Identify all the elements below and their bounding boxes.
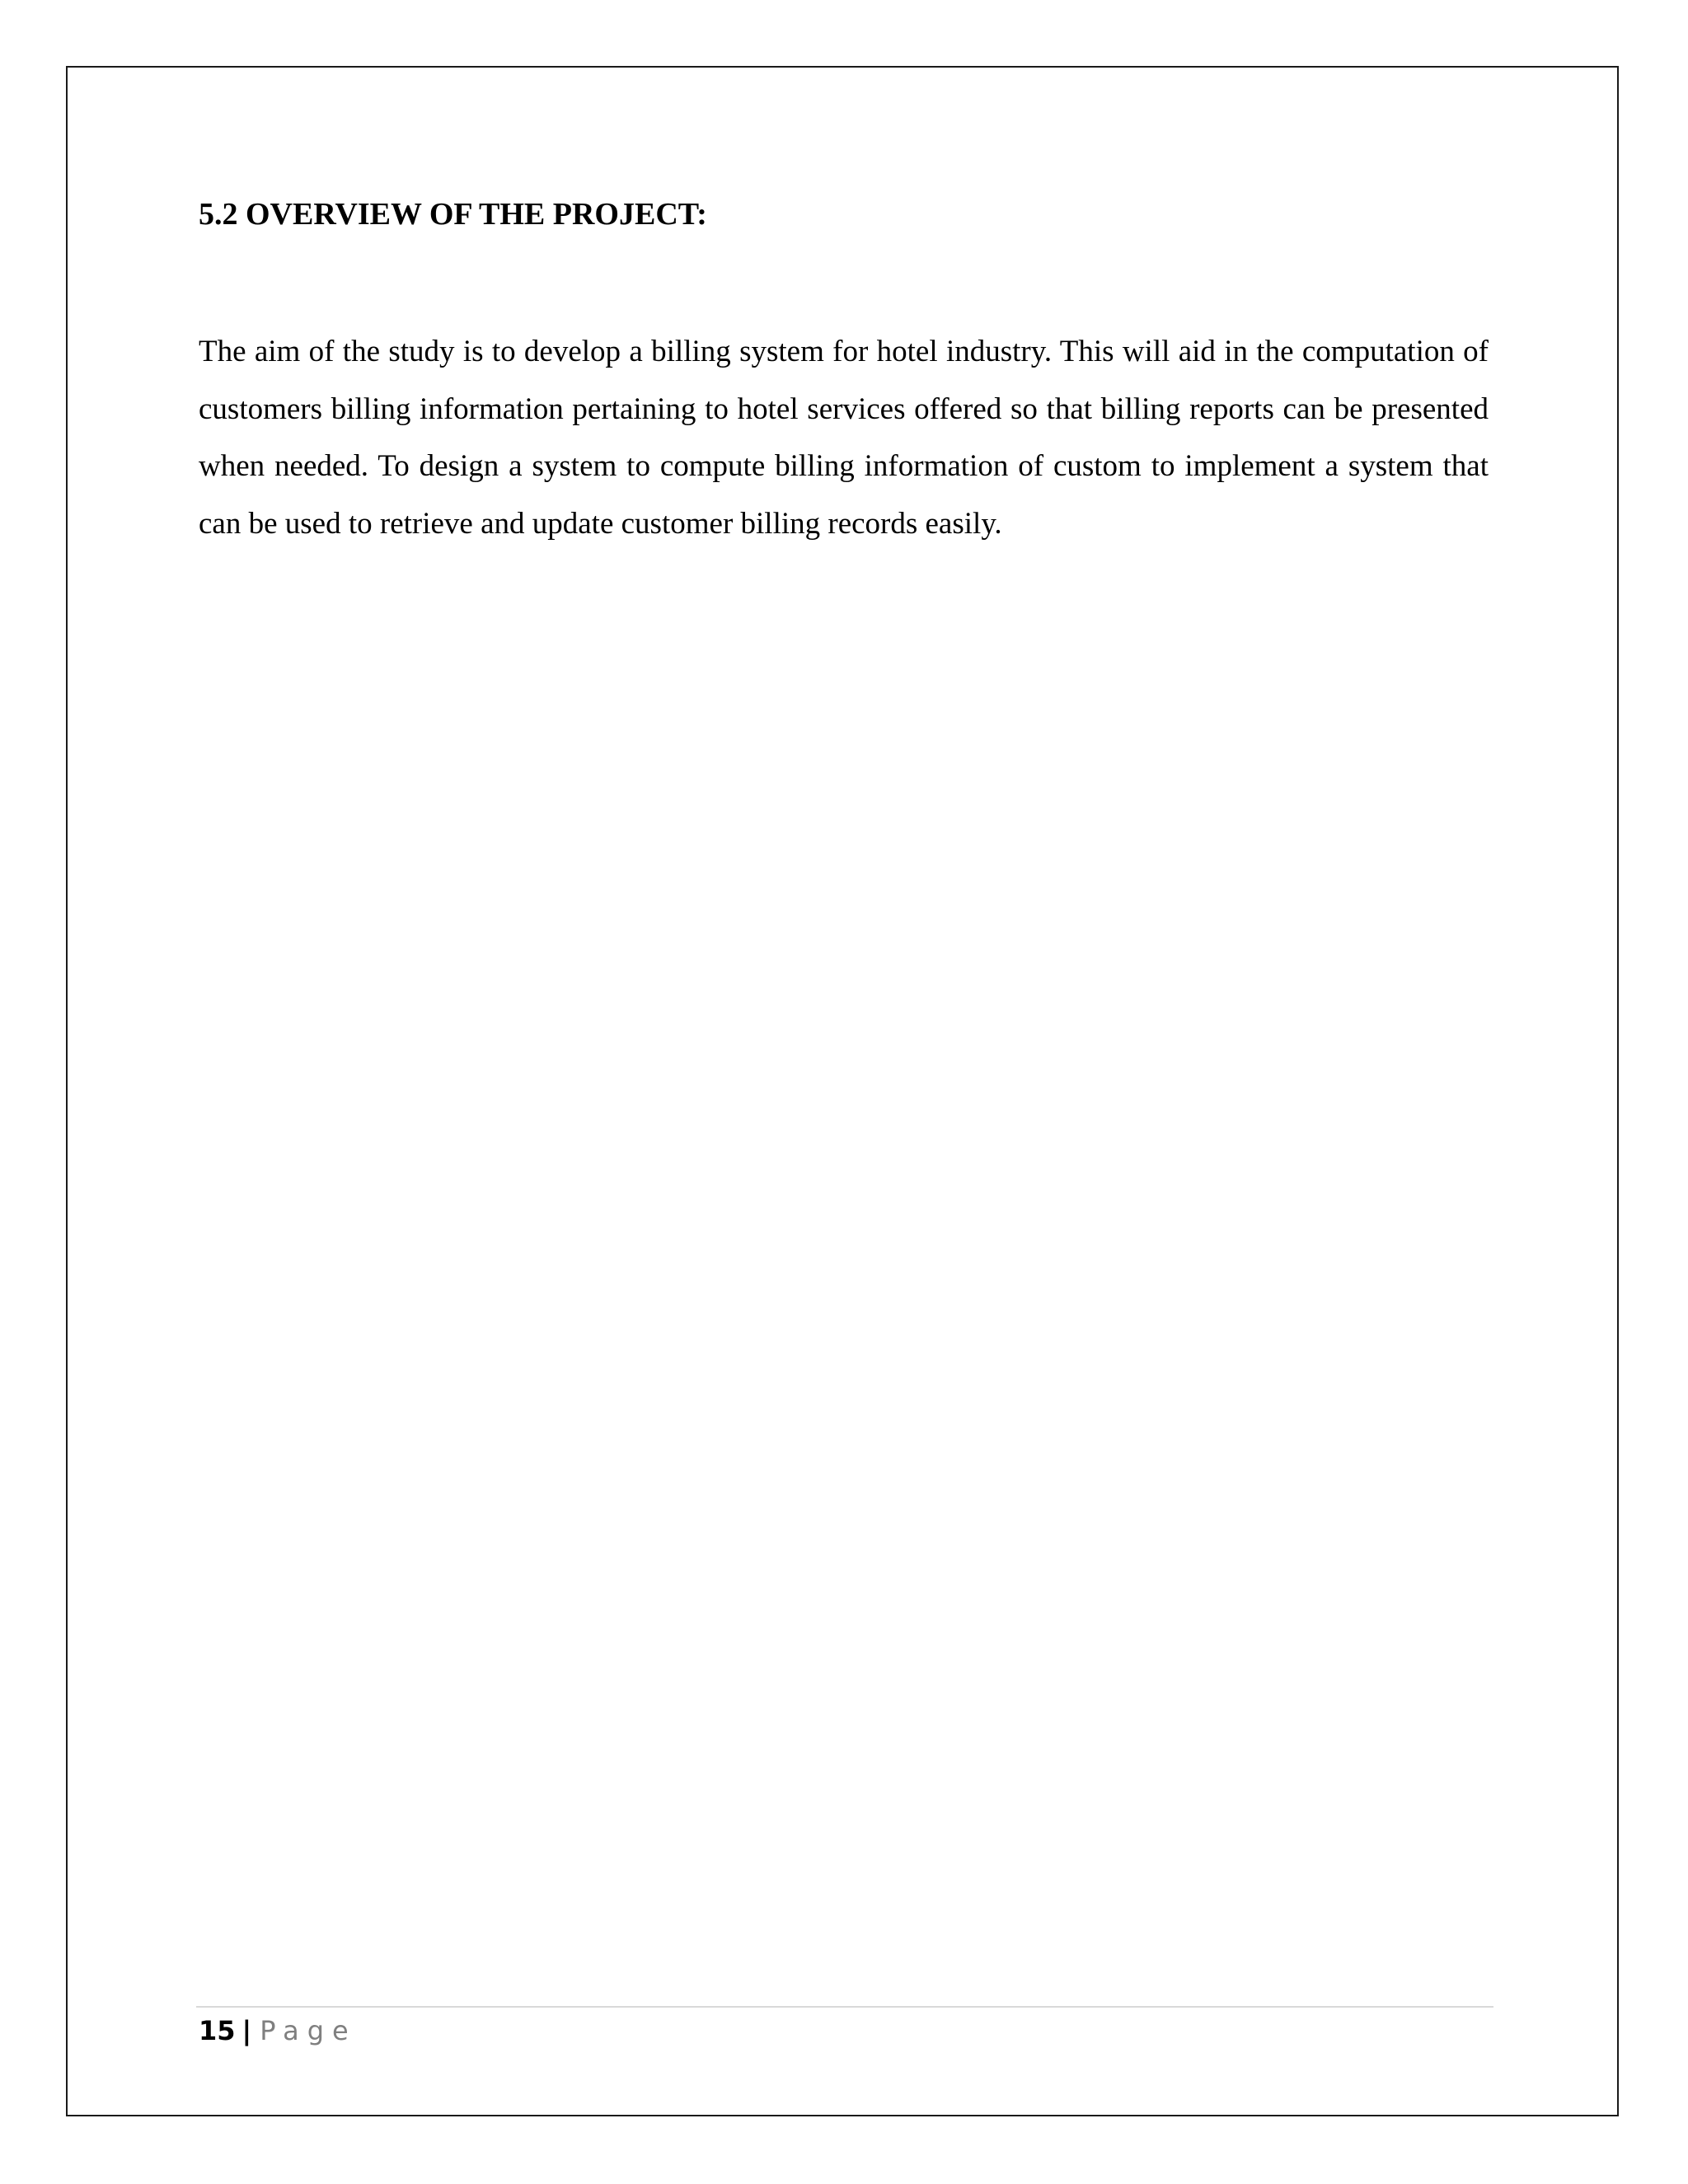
page-footer: [199, 2013, 357, 2049]
page-separator: |: [241, 2015, 252, 2046]
page-label: Page: [260, 2015, 357, 2046]
section-heading: 5.2 OVERVIEW OF THE PROJECT:: [199, 197, 707, 232]
page-number: 15: [199, 2015, 236, 2046]
section-paragraph: The aim of the study is to develop a billing system for hotel industry. This will aid in the computation of customers billing information pertaining to hotel services offered so that billing reports can be presented when needed. To design a system to compute billing information of custom to implement a system that can be used to retrieve and update customer billing records easily.: [199, 335, 1489, 541]
footer-divider: [196, 2006, 1493, 2008]
